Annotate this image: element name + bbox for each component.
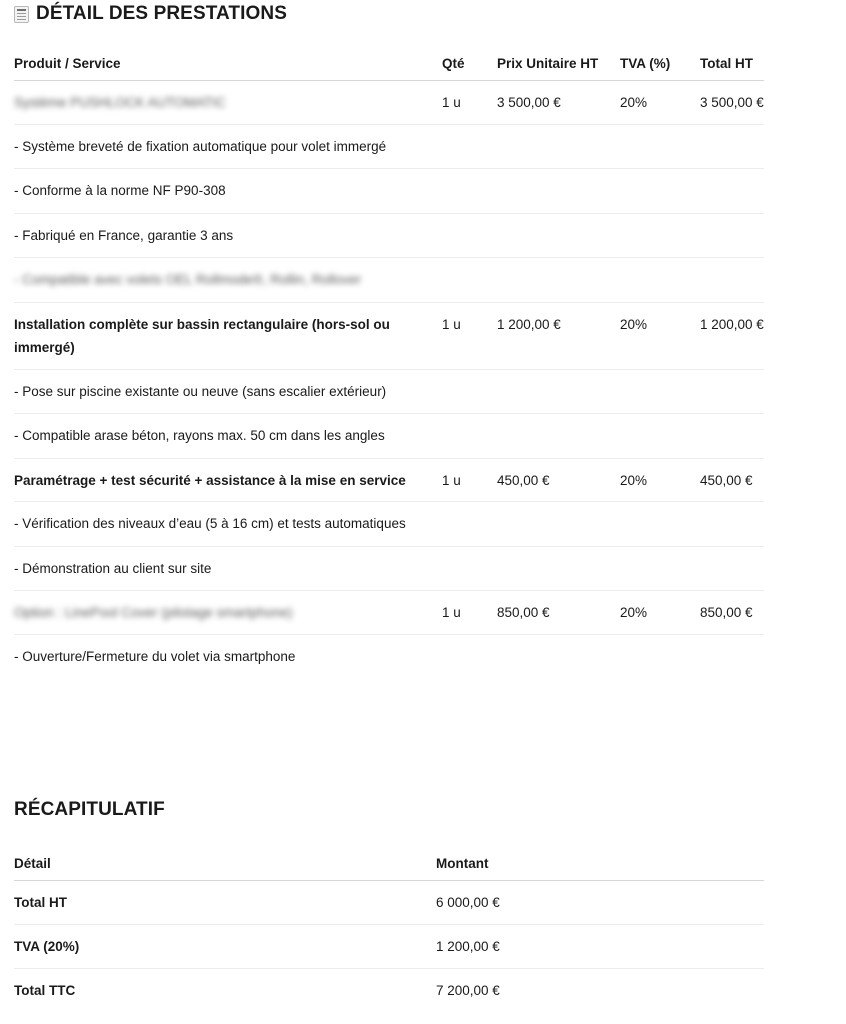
table-header-row	[14, 56, 764, 81]
cell-tva: 20%	[620, 591, 700, 635]
cell-qte	[442, 213, 497, 258]
table-row-detail	[14, 634, 764, 678]
cell-prix-unitaire	[497, 546, 620, 591]
table-row	[14, 591, 764, 635]
cell-qte	[442, 169, 497, 214]
recap-label: TVA (20%)	[14, 925, 436, 969]
table-row	[14, 81, 764, 125]
cell-total	[700, 258, 764, 303]
table-row-detail	[14, 213, 764, 258]
cell-tva	[620, 546, 700, 591]
cell-total	[700, 169, 764, 214]
cell-qte	[442, 369, 497, 414]
cell-qte	[442, 502, 497, 547]
prestations-table	[14, 56, 764, 678]
header-detail: Détail	[14, 856, 436, 881]
cell-qte	[442, 634, 497, 678]
header-total: Total HT	[700, 56, 764, 81]
cell-total	[700, 634, 764, 678]
recap-row	[14, 881, 764, 925]
cell-prix-unitaire	[497, 414, 620, 459]
cell-tva	[620, 258, 700, 303]
cell-prix-unitaire	[497, 258, 620, 303]
cell-tva	[620, 124, 700, 169]
cell-qte: 1 u	[442, 458, 497, 502]
recap-row	[14, 925, 764, 969]
cell-produit: Option : LinePool Cover (pilotage smartphone)	[14, 591, 442, 635]
cell-prix-unitaire: 1 200,00 €	[497, 302, 620, 369]
header-tva: TVA (%)	[620, 56, 700, 81]
cell-tva: 20%	[620, 302, 700, 369]
cell-produit: - Ouverture/Fermeture du volet via smartphone	[14, 648, 296, 664]
cell-prix-unitaire	[497, 634, 620, 678]
header-produit: Produit / Service	[14, 56, 442, 81]
cell-qte: 1 u	[442, 81, 497, 125]
recap-label: Total HT	[14, 881, 436, 925]
cell-prix-unitaire	[497, 213, 620, 258]
section-title-prestations	[14, 3, 287, 25]
cell-qte	[442, 546, 497, 591]
cell-produit: - Vérification des niveaux d’eau (5 à 16 cm) et tests automatiques	[14, 502, 442, 547]
cell-produit: - Démonstration au client sur site	[14, 546, 442, 591]
table-row-detail	[14, 124, 764, 169]
cell-prix-unitaire	[497, 124, 620, 169]
cell-prix-unitaire: 850,00 €	[497, 591, 620, 635]
recap-row	[14, 969, 764, 1013]
cell-tva	[620, 634, 700, 678]
prestations-body	[14, 81, 764, 679]
table-row-detail	[14, 258, 764, 303]
table-row	[14, 302, 764, 369]
cell-prix-unitaire: 3 500,00 €	[497, 81, 620, 125]
table-row-detail	[14, 502, 764, 547]
header-prix-unitaire: Prix Unitaire HT	[497, 56, 620, 81]
cell-qte: 1 u	[442, 591, 497, 635]
cell-total	[700, 502, 764, 547]
cell-produit: Installation complète sur bassin rectangulaire (hors-sol ou immergé)	[14, 302, 442, 369]
cell-qte	[442, 124, 497, 169]
header-qte: Qté	[442, 56, 497, 81]
document-icon	[14, 6, 29, 23]
cell-qte: 1 u	[442, 302, 497, 369]
cell-total: 3 500,00 €	[700, 81, 764, 125]
table-row-detail	[14, 546, 764, 591]
recap-label: Total TTC	[14, 983, 76, 998]
cell-qte	[442, 414, 497, 459]
cell-tva	[620, 213, 700, 258]
cell-produit: Paramétrage + test sécurité + assistance à la mise en service	[14, 458, 442, 502]
cell-qte	[442, 258, 497, 303]
table-row-detail	[14, 369, 764, 414]
cell-produit: - Compatible avec volets OEL Rollmode®, Rollin, Rollover	[14, 258, 442, 303]
cell-prix-unitaire	[497, 169, 620, 214]
table-row-detail	[14, 169, 764, 214]
cell-total: 450,00 €	[700, 458, 764, 502]
cell-total: 1 200,00 €	[700, 302, 764, 369]
recap-value: 1 200,00 €	[436, 925, 764, 969]
section-title-text: DÉTAIL DES PRESTATIONS	[36, 3, 287, 24]
cell-produit: - Compatible arase béton, rayons max. 50 cm dans les angles	[14, 414, 442, 459]
cell-produit: - Pose sur piscine existante ou neuve (sans escalier extérieur)	[14, 369, 442, 414]
cell-produit: - Système breveté de fixation automatique pour volet immergé	[14, 124, 442, 169]
recap-value: 6 000,00 €	[436, 881, 764, 925]
table-row-detail	[14, 414, 764, 459]
cell-total	[700, 213, 764, 258]
recap-table	[14, 856, 764, 1012]
section-title-recap: RÉCAPITULATIF	[14, 799, 165, 820]
recap-body	[14, 881, 764, 1013]
recap-value: 7 200,00 €	[436, 983, 500, 998]
cell-tva	[620, 169, 700, 214]
cell-prix-unitaire	[497, 369, 620, 414]
cell-total	[700, 414, 764, 459]
cell-prix-unitaire	[497, 502, 620, 547]
cell-tva: 20%	[620, 458, 700, 502]
cell-total	[700, 124, 764, 169]
cell-produit: - Fabriqué en France, garantie 3 ans	[14, 213, 442, 258]
header-montant: Montant	[436, 856, 764, 881]
cell-tva	[620, 414, 700, 459]
cell-tva: 20%	[620, 81, 700, 125]
cell-total	[700, 369, 764, 414]
table-row	[14, 458, 764, 502]
cell-total: 850,00 €	[700, 591, 764, 635]
cell-produit: Système PUSHLOCK AUTOMATIC	[14, 81, 442, 125]
cell-prix-unitaire: 450,00 €	[497, 458, 620, 502]
cell-tva	[620, 369, 700, 414]
cell-total	[700, 546, 764, 591]
recap-header-row	[14, 856, 764, 881]
cell-produit: - Conforme à la norme NF P90-308	[14, 169, 442, 214]
cell-tva	[620, 502, 700, 547]
